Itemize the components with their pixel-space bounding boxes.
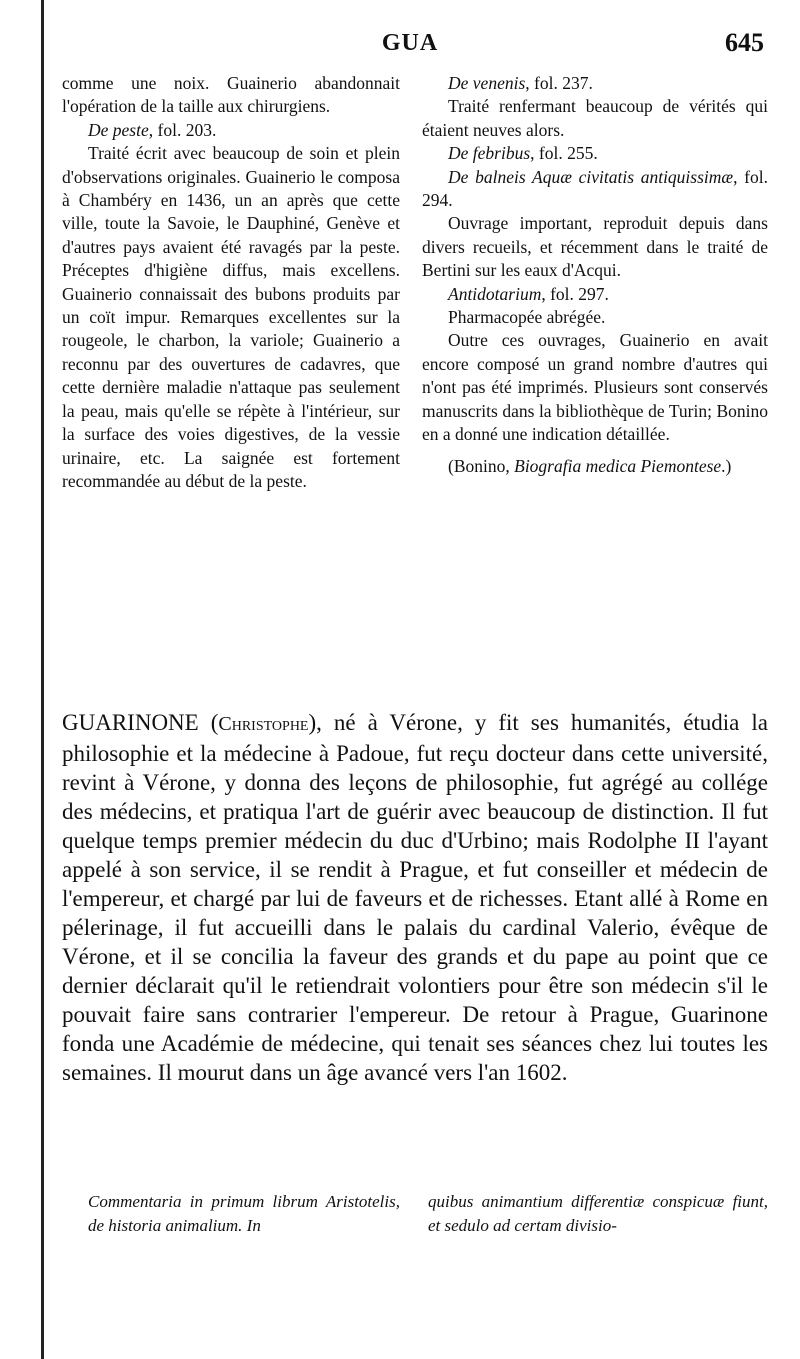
paragraph: Outre ces ouvrages, Guainerio en avait encore composé un grand nombre d'autres qui n'ont pas été imprimés. Plusieurs sont conservés manuscrits dans la bibliothèque de Turin; Bonino en a donné une indication détaillée. xyxy=(422,330,768,445)
page-number: 645 xyxy=(725,28,764,57)
bottom-right-text: quibus animantium differentiæ conspicuæ fiunt, et sedulo ad certam divisio- xyxy=(428,1192,768,1235)
entry-given-name: Christophe xyxy=(218,713,309,735)
paragraph: Pharmacopée abrégée. xyxy=(448,307,606,328)
work-reference xyxy=(422,283,768,306)
entry-text: ), né à Vérone, y fit ses humanités, étudia la philosophie et la médecine à Padoue, fut reçu docteur dans cette université, revint à Vérone, y donna des leçons de philosophie, fut agrégé au collége des médecins, et pratiqua l'art de guérir avec beaucoup de distinction. Il fut quelque temps premier médecin du duc d'Urbino; mais Rodolphe II l'ayant appelé à son service, il se rendit à Prague, et fut conseiller et médecin de l'empereur, et chargé par lui de faveurs et de richesses. Etant allé à Rome en pélerinage, il fut accueilli dans le palais du cardinal Valerio, évêque de Vérone, et il se concilia la faveur des grands et du pape au point que ce dernier déclarait qu'il le retiendrait volontiers pour être son médecin s'il le pouvait faire sans contrarier l'empereur. De retour à Prague, Guarinone fonda une Académie de médecine, qui tenait ses séances chez lui toutes les semaines. Il mourut dans un âge avancé vers l'an 1602. xyxy=(62,710,768,1085)
paragraph: Traité écrit avec beaucoup de soin et plein d'observations originales. Guainerio le composa à Chambéry en 1436, un an après que cette ville, toute la Savoie, le Dauphiné, Genève et d'autres pays avaient été ravagés par la peste. Préceptes d'higiène diffus, mais excellens. Guainerio connaissait des bubons produits par un coït impur. Remarques excellentes sur la rougeole, le charbon, la variole; Guainerio a reconnu par des ouvertures de cadavres, que cette dernière maladie n'attaque pas seulement la peau, mais qu'elle se répète à l'intérieur, sur la surface des voies digestives, de la vessie urinaire, etc. La saignée est fortement recommandée au début de la peste. xyxy=(62,143,400,491)
bottom-right-column xyxy=(428,1190,768,1238)
work-title: De venenis xyxy=(448,73,526,93)
entry-surname: GUARINONE xyxy=(62,710,199,735)
work-title: De peste xyxy=(88,119,149,140)
left-column xyxy=(62,72,400,493)
paragraph: Traité renfermant beaucoup de vérités qui étaient neuves alors. xyxy=(422,96,768,140)
page-edge-rule xyxy=(41,0,44,1359)
work-title: Antidotarium xyxy=(448,283,542,304)
source-citation xyxy=(422,455,768,478)
folio: , fol. 203. xyxy=(148,119,217,140)
work-reference xyxy=(422,142,768,165)
bottom-left-text: Commentaria in primum librum Aristotelis, de historia animalium. In xyxy=(88,1192,400,1235)
work-reference xyxy=(422,166,768,213)
citation-close: .) xyxy=(721,455,732,476)
folio: , fol. 255. xyxy=(530,143,598,164)
paragraph: Ouvrage important, reproduit depuis dans divers recueils, et récemment dans le traité de Bertini sur les eaux d'Acqui. xyxy=(422,213,768,281)
citation-open: (Bonino, xyxy=(448,455,515,476)
running-header: GUA xyxy=(381,30,439,56)
entry-paragraph xyxy=(62,708,768,1087)
folio: , fol. 237. xyxy=(525,73,593,93)
bottom-left-column xyxy=(88,1190,400,1238)
work-reference xyxy=(422,72,768,95)
folio: , fol. 294. xyxy=(422,166,768,211)
work-title: De febribus xyxy=(448,143,531,164)
right-column xyxy=(422,72,768,478)
citation-title: Biografia medica Piemontese xyxy=(514,455,722,476)
folio: , fol. 297. xyxy=(541,283,609,304)
work-title: De balneis Aquæ civitatis antiquissimæ xyxy=(448,166,734,187)
entry-given-open: ( xyxy=(198,710,219,735)
paragraph: comme une noix. Guainerio abandonnait l'opération de la taille aux chirurgiens. xyxy=(62,73,400,117)
work-reference xyxy=(62,119,400,142)
main-entry xyxy=(62,708,768,1087)
